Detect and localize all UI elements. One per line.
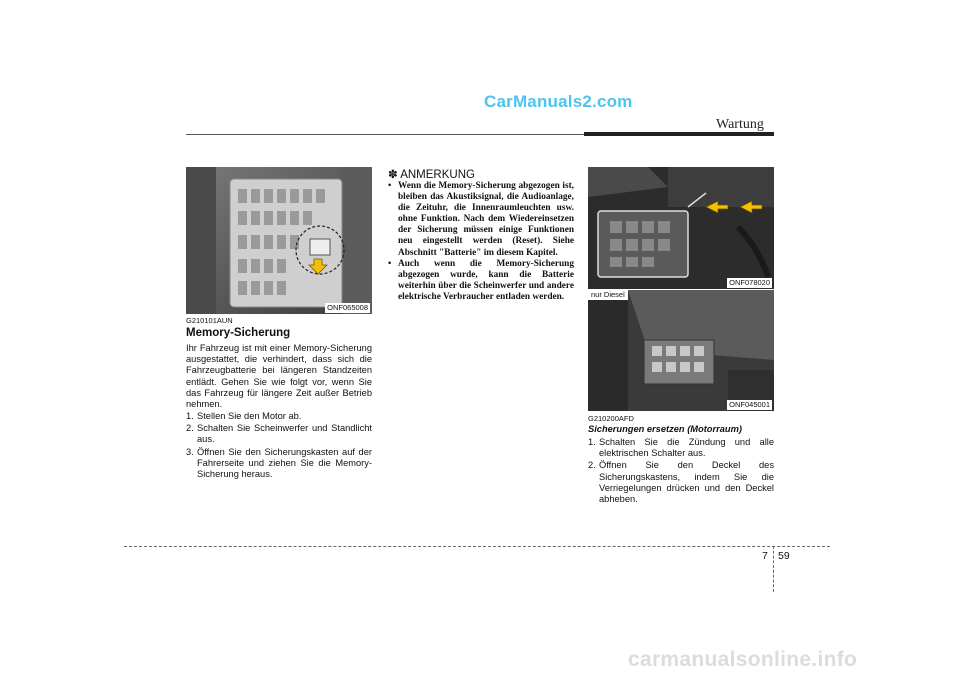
list-item: 3. Öffnen Sie den Sicherungskasten auf der Fahrerseite und ziehen Sie die Memory-Sicherung heraus.	[186, 446, 372, 480]
note-bullets	[388, 181, 574, 303]
diesel-engine-bay-illustration	[588, 290, 774, 411]
note-title: ANMERKUNG	[400, 169, 475, 181]
watermark-footer: carmanualsonline.info	[628, 648, 858, 671]
photo-caption: ONF045001	[729, 400, 770, 409]
page-number: 59	[778, 550, 790, 562]
replace-fuses-heading: Sicherungen ersetzen (Motorraum)	[588, 424, 742, 434]
section-code: G210101AUN	[186, 316, 233, 325]
note-heading	[388, 167, 475, 181]
watermark-logo: CarManuals2.com	[484, 92, 633, 111]
memory-fuse-photo	[186, 167, 372, 314]
list-item: 2. Schalten Sie Scheinwerfer und Standlicht aus.	[186, 423, 372, 445]
list-item: • Auch wenn die Memory-Sicherung abgezogen wurde, kann die Batterie weiterhin über die Scheinwerfer und andere elektrische Verbraucher entladen werden.	[388, 258, 574, 302]
chapter-number: 7	[762, 550, 768, 562]
section-code: G210200AFD	[588, 414, 634, 423]
header-rule-accent	[584, 132, 774, 136]
memory-fuse-heading: Memory-Sicherung	[186, 327, 291, 339]
section-title: Wartung	[716, 117, 764, 132]
footer-divider	[773, 546, 774, 592]
list-item: 1. Stellen Sie den Motor ab.	[186, 411, 302, 421]
list-item: 2. Öffnen Sie den Deckel des Sicherungskastens, indem Sie die Verriegelungen drücken und den Deckel abheben.	[588, 460, 774, 505]
memory-fuse-paragraph: Ihr Fahrzeug ist mit einer Memory-Sicherung ausgestattet, die verhindert, dass sich die Fahrzeugbatterie bei längeren Standzeiten entlädt. Gehen Sie wie folgt vor, wenn Sie das Fahrzeug für längere Zeit außer Betrieb nehmen.	[186, 343, 372, 410]
fuse-panel-illustration	[186, 167, 372, 314]
engine-bay-illustration	[588, 167, 774, 289]
list-item: • Wenn die Memory-Sicherung abgezogen ist, bleiben das Akustiksignal, die Audioanlage, die Zeituhr, die Innenraumleuchten usw. ohne Funktion. Nach dem Wiedereinsetzen der Sicherung müssen einige Funktionen neu eingestellt werden (Reset). Siehe Abschnitt "Batterie" im diesem Kapitel.	[388, 181, 574, 258]
engine-fuse-photo	[588, 167, 774, 289]
replace-fuses-steps	[588, 437, 774, 506]
list-item: 1. Schalten Sie die Zündung und alle elektrischen Schalter aus.	[588, 437, 774, 459]
footer-rule	[124, 546, 830, 547]
diesel-only-tag: nur Diesel	[588, 290, 628, 300]
memory-fuse-steps	[186, 411, 372, 481]
photo-caption: ONF078020	[729, 278, 770, 287]
diesel-fuse-photo	[588, 290, 774, 411]
photo-caption: ONF065008	[327, 303, 368, 312]
note-icon: ✽	[388, 169, 398, 181]
